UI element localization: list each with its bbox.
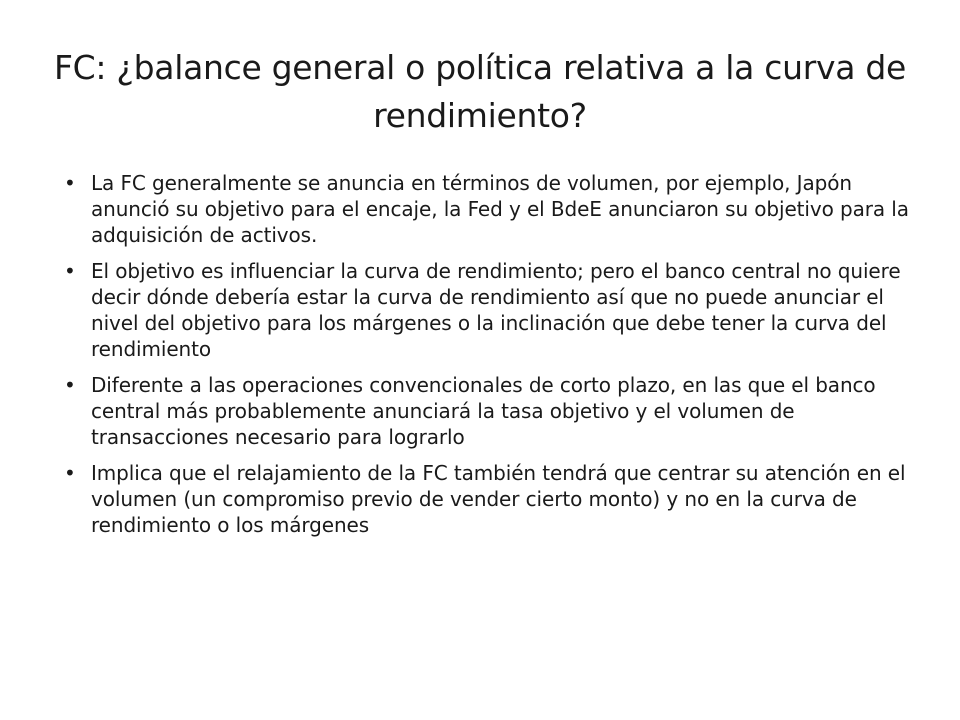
bullet-icon: •	[64, 259, 76, 283]
bullet-text: Diferente a las operaciones convencionales de corto plazo, en las que el banco central más probablemente anunciará la tasa objetivo y el volumen de transacciones necesario para lograrlo	[91, 373, 876, 449]
bullet-text: La FC generalmente se anuncia en términos de volumen, por ejemplo, Japón anunció su objetivo para el encaje, la Fed y el BdeE anunciaron su objetivo para la adquisición de activos.	[91, 171, 909, 247]
bullet-icon: •	[64, 373, 76, 397]
slide-title: FC: ¿balance general o política relativa a la curva de rendimiento?	[54, 48, 906, 135]
bullet-icon: •	[64, 461, 76, 485]
bullet-item	[64, 372, 924, 450]
bullet-item	[64, 258, 924, 362]
bullet-text: Implica que el relajamiento de la FC también tendrá que centrar su atención en el volumen (un compromiso previo de vender cierto monto) y no en la curva de rendimiento o los márgenes	[91, 461, 906, 537]
bullet-item	[64, 460, 924, 538]
bullet-item	[64, 170, 924, 248]
bullet-text: El objetivo es influenciar la curva de rendimiento; pero el banco central no quiere decir dónde debería estar la curva de rendimiento así que no puede anunciar el nivel del objetivo para los márgenes o la inclinación que debe tener la curva del rendimiento	[91, 259, 901, 361]
bullet-icon: •	[64, 171, 76, 195]
bullet-list	[64, 170, 924, 548]
